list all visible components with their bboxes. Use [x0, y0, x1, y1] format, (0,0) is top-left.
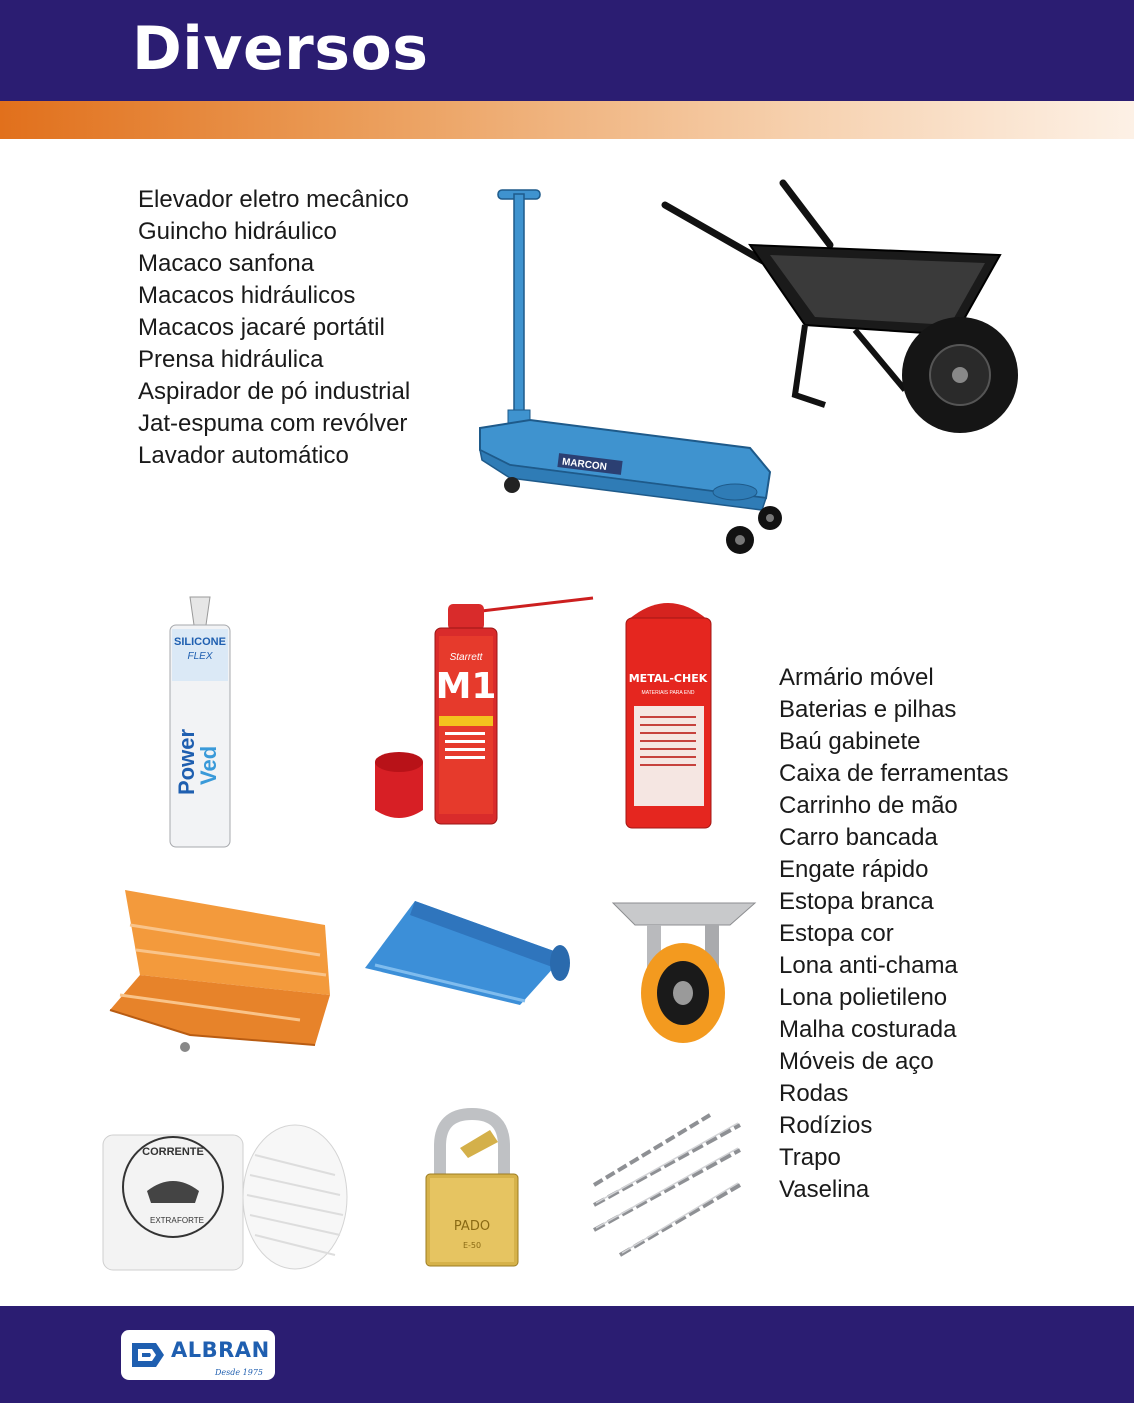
page-title: Diversos: [132, 14, 429, 84]
list-item: Guincho hidráulico: [138, 218, 337, 245]
chains-image: [590, 1105, 745, 1260]
list-item: Estopa branca: [779, 888, 934, 915]
list-item: Elevador eletro mecânico: [138, 186, 409, 213]
list-item: Lona polietileno: [779, 984, 948, 1011]
list-item: Jat-espuma com revólver: [138, 410, 408, 437]
list-item: Engate rápido: [779, 856, 929, 883]
padlock-image: [420, 1108, 525, 1270]
wheelbarrow-image: [655, 175, 1030, 445]
padlock-model: E-50: [462, 1241, 482, 1250]
list-item: Rodízios: [779, 1112, 873, 1139]
header-accent-stripe: [0, 101, 1134, 139]
list-item: Trapo: [779, 1144, 841, 1171]
spray-brand: METAL-CHEK: [628, 672, 708, 685]
list-item: Carro bancada: [779, 824, 938, 851]
list-item: Baterias e pilhas: [779, 696, 957, 723]
list-item: Macacos hidráulicos: [138, 282, 356, 309]
caster-wheel-image: [605, 895, 760, 1045]
spray-subtitle: MATERIAIS PARA END: [641, 690, 695, 696]
materials-list: [779, 662, 1008, 1206]
silicone-sub: FLEX: [187, 651, 213, 662]
list-item: Armário móvel: [779, 664, 934, 691]
penetrant-spray-image: [616, 590, 721, 842]
orange-tarp-image: [100, 885, 335, 1055]
list-item: Vaselina: [779, 1176, 870, 1203]
list-item: Prensa hidráulica: [138, 346, 324, 373]
page-header: [0, 0, 1134, 101]
lubricant-spray-image: [353, 590, 598, 840]
list-item: Rodas: [779, 1080, 849, 1107]
list-item: Baú gabinete: [779, 728, 921, 755]
twine-sub-2: FORTE: [177, 1216, 204, 1225]
polyethylene-roll-image: [355, 893, 570, 1013]
list-item: Estopa cor: [779, 920, 894, 947]
jack-brand-text: MARCON: [561, 456, 608, 474]
silicone-brand-2: Ved: [196, 745, 221, 785]
list-item: Macaco sanfona: [138, 250, 315, 277]
list-item: Carrinho de mão: [779, 792, 958, 819]
list-item: Lavador automático: [138, 442, 349, 469]
list-item: Caixa de ferramentas: [779, 760, 1009, 787]
twine-sub-1: EXTRA: [150, 1216, 177, 1225]
albran-logo-icon: [130, 1339, 166, 1371]
list-item: Móveis de aço: [779, 1048, 934, 1075]
list-item: Lona anti-chama: [779, 952, 958, 979]
silicone-brand: Power: [174, 728, 199, 795]
padlock-brand: PADO: [453, 1219, 491, 1234]
equipment-list: [138, 184, 410, 472]
list-item: Malha costurada: [779, 1016, 957, 1043]
logo-name: ALBRAN: [171, 1338, 270, 1362]
silicone-tube-image: [160, 595, 240, 850]
albran-logo: [121, 1330, 275, 1380]
twine-image: [95, 1115, 350, 1275]
list-item: Aspirador de pó industrial: [138, 378, 411, 405]
spray-model: M1: [435, 666, 497, 707]
list-item: Macacos jacaré portátil: [138, 314, 385, 341]
spray-brand: Starrett: [449, 652, 483, 663]
silicone-label: SILICONE: [174, 636, 226, 648]
twine-label: CORRENTE: [142, 1146, 204, 1158]
logo-tagline: Desde 1975: [214, 1368, 263, 1377]
